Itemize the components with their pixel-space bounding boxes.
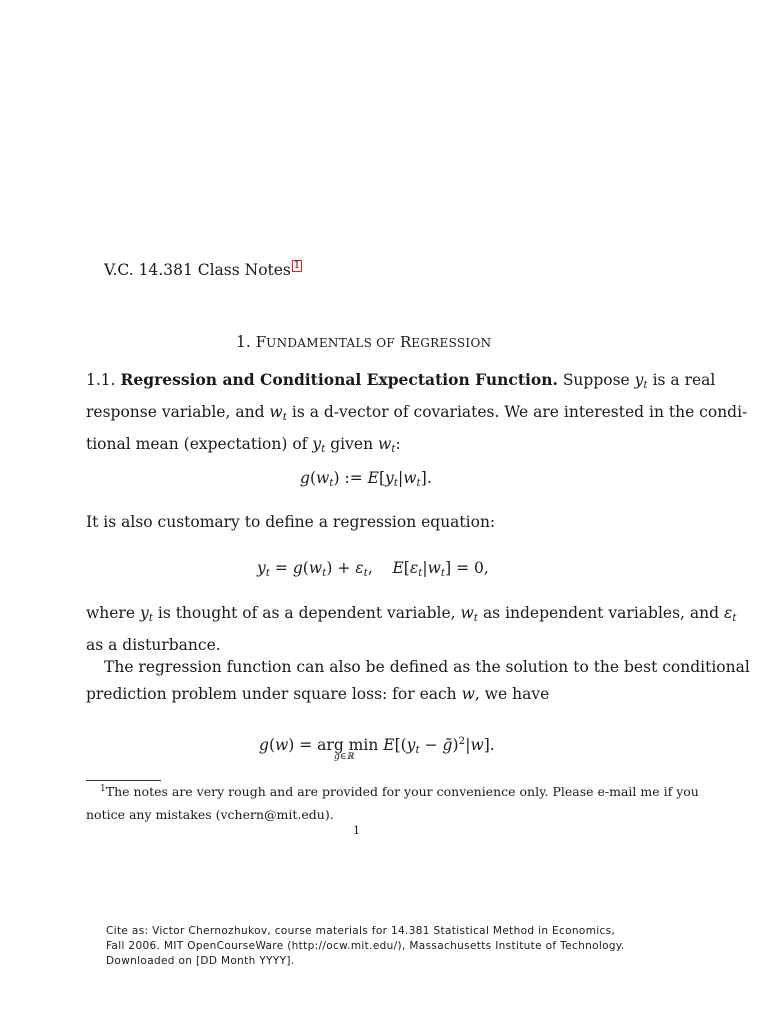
paragraph-4 [86,654,750,708]
math-w: w [461,685,475,703]
section-title-rest-2: EGRESSION [411,336,492,350]
math-epsilon-t: $\varepsilon_t$ [723,604,737,624]
p3-line1-a: where [86,604,140,622]
paragraph-1-line-2 [86,399,747,431]
section-title-initial-1: F [255,333,267,351]
math-yt: $y_t$ [634,371,648,391]
section-number: 1. [236,333,251,351]
paragraph-4-line-1: The regression function can also be defined as the solution to the best conditional [104,658,750,676]
paragraph-4-line-2 [86,681,750,708]
page-number: 1 [353,824,360,837]
paragraph-3-line-2: as a disturbance. [86,636,221,654]
citation-line-1: Cite as: Victor Chernozhukov, course materials for 14.381 Statistical Method in Economics, [106,925,616,937]
p1-line2-b: is a d-vector of covariates. We are interested in the condi- [286,403,748,421]
paragraph-3-line-1 [86,600,737,632]
citation-line-3: Downloaded on [DD Month YYYY]. [106,955,295,967]
math-wt: $w_t$ [377,435,396,455]
subsection-number: 1.1. [86,371,116,389]
subsection-title: Regression and Conditional Expectation Function. [120,370,558,389]
math-wt: $w_t$ [269,403,287,423]
p3-line1-b: is thought of as a dependent variable, [152,604,461,622]
paragraph-2: It is also customary to define a regression equation: [86,513,496,531]
footnote [86,778,699,826]
p1-line3-c: : [395,435,401,453]
footnote-link[interactable]: 1 [293,260,301,271]
p1-text-a: Suppose [557,371,635,389]
footnote-line-1 [86,778,699,803]
argmin-subscript: g∈ℝ [334,752,354,762]
paragraph-3 [86,600,737,659]
math-yt: $y_t$ [312,435,326,455]
section-heading [236,329,491,357]
p4-line2-b: , we have [474,685,550,703]
footnote-text-1: The notes are very rough and are provided for your convenience only. Please e-mail me if you [105,784,699,799]
section-title-rest-1: UNDAMENTALS OF [266,336,395,350]
p1-line3-b: given [325,435,378,453]
p1-text-b: is a real [647,371,716,389]
math-wt: $w_t$ [460,604,479,624]
paragraph-1 [86,366,747,463]
p1-line2-a: response variable, and [86,403,270,421]
footnote-line-2: notice any mistakes (vchern@mit.edu). [86,807,334,822]
math-yt: $y_t$ [139,604,153,624]
class-notes-header [104,257,302,284]
section-title-initial-2: R [399,333,412,351]
footnote-number: 1 [100,784,106,794]
equation-3: g(w) = arg $\min E[(y_t$ − g̃)$^2$|w]. g∈ℝ [259,728,495,764]
paragraph-1-line-1 [86,366,747,399]
class-notes-title: V.C. 14.381 Class Notes [104,261,291,279]
p1-line3-a: tional mean (expectation) of [86,435,313,453]
citation-block [106,924,625,969]
citation-line-2: Fall 2006. MIT OpenCourseWare (http://ocw.mit.edu/), Massachusetts Institute of Technology. [106,940,625,952]
paragraph-1-line-3 [86,431,747,463]
equation-2: $y_t = g(w_t) + \varepsilon_t$, $E[\varepsilon_t|w_t] = 0$, [257,559,489,579]
p4-line2-a: prediction problem under square loss: for each [86,685,462,703]
equation-1: $g(w_t)$ := $E[y_t|w_t]$. [300,469,432,489]
p3-line1-c: as independent variables, and [478,604,724,622]
